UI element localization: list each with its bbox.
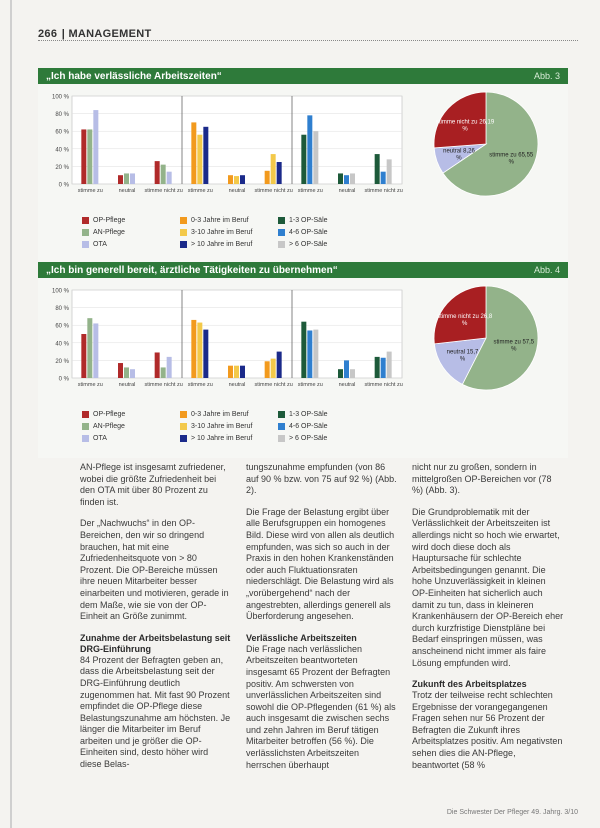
legend-item bbox=[278, 423, 328, 430]
bar bbox=[81, 334, 86, 378]
legend-swatch bbox=[278, 423, 285, 430]
bar bbox=[307, 330, 312, 378]
text-column-3 bbox=[412, 462, 564, 781]
bar bbox=[313, 330, 318, 378]
y-tick-label: 80 % bbox=[55, 112, 69, 119]
legend-swatch bbox=[180, 435, 187, 442]
bar bbox=[167, 357, 172, 378]
bar bbox=[87, 318, 92, 378]
bar bbox=[375, 154, 380, 184]
legend-label: > 10 Jahre im Beruf bbox=[191, 241, 253, 248]
legend-item bbox=[82, 241, 107, 248]
bar bbox=[338, 369, 343, 378]
bar bbox=[350, 173, 355, 184]
x-tick-label: stimme nicht zu bbox=[144, 382, 183, 388]
legend-item bbox=[278, 217, 328, 224]
bar-chart bbox=[38, 90, 408, 200]
bar bbox=[118, 363, 123, 378]
bar bbox=[387, 352, 392, 378]
bar bbox=[130, 173, 135, 184]
legend bbox=[82, 217, 382, 257]
legend-label: OTA bbox=[93, 435, 107, 442]
paragraph: Der „Nachwuchs“ in den OP-Bereichen, den wir so dringend brauchen, hat mit eine Zufriedenheitsquote von > 80 Prozent. Die OP-Bereiche müssen ihre neuen Mitarbeiter besser einarbeiten und motivieren, gerade in dem Maße, wie sie von der OP-Einheit an Größe zunimmt. bbox=[80, 518, 229, 622]
bar bbox=[344, 360, 349, 378]
bar bbox=[93, 323, 98, 378]
page-number: 266 bbox=[38, 28, 58, 40]
page-edge bbox=[10, 0, 12, 828]
header-separator: | bbox=[61, 28, 69, 40]
bar bbox=[381, 358, 386, 378]
y-tick-label: 100 % bbox=[51, 94, 69, 101]
pie-label: neutral 8,26 bbox=[443, 148, 475, 155]
legend-swatch bbox=[180, 411, 187, 418]
bar bbox=[271, 359, 276, 378]
bar bbox=[350, 369, 355, 378]
subheading: Zunahme der Arbeitsbelastung seit DRG-Einführung bbox=[80, 632, 231, 654]
y-tick-label: 0 % bbox=[58, 182, 69, 189]
bar bbox=[155, 352, 160, 378]
y-tick-label: 40 % bbox=[55, 341, 69, 348]
bar bbox=[277, 162, 282, 184]
figure-4 bbox=[38, 262, 568, 458]
bar-chart bbox=[38, 284, 408, 394]
paragraph: Trotz der teilweise recht schlechten Ergebnisse der vorangegangenen Fragen sehen nur 56 Prozent der Befragten die Zukunft ihres Arbeitsplatzes positiv. Am negativsten sehen dies die AN-Pflege, beantwortet (58 % bbox=[412, 690, 563, 770]
subheading: Zukunft des Arbeitsplatzes bbox=[412, 679, 527, 690]
figure-title-bar bbox=[38, 68, 568, 84]
bar bbox=[155, 161, 160, 184]
x-tick-label: stimme zu bbox=[187, 188, 213, 194]
legend-swatch bbox=[180, 423, 187, 430]
legend-label: OTA bbox=[93, 241, 107, 248]
legend-item bbox=[180, 217, 249, 224]
bar bbox=[167, 172, 172, 184]
bar bbox=[338, 173, 343, 184]
x-tick-label: neutral bbox=[228, 382, 246, 388]
legend-swatch bbox=[82, 435, 89, 442]
bar bbox=[301, 135, 306, 184]
x-tick-label: stimme nicht zu bbox=[364, 382, 403, 388]
legend-item bbox=[180, 241, 252, 248]
x-tick-label: stimme zu bbox=[297, 382, 323, 388]
bar bbox=[124, 367, 129, 378]
legend-label: > 10 Jahre im Beruf bbox=[191, 435, 253, 442]
legend-item bbox=[278, 411, 328, 418]
bar bbox=[234, 176, 239, 184]
pie-chart bbox=[416, 282, 556, 392]
legend-label: > 6 OP-Säle bbox=[289, 241, 328, 248]
pie-value: % bbox=[459, 356, 466, 363]
legend-label: 3-10 Jahre im Beruf bbox=[191, 423, 253, 430]
bar bbox=[240, 175, 245, 184]
y-tick-label: 20 % bbox=[55, 164, 69, 171]
bar bbox=[203, 330, 208, 378]
bar bbox=[124, 173, 129, 184]
legend-item bbox=[278, 241, 327, 248]
pie-value: % bbox=[511, 346, 517, 353]
x-tick-label: neutral bbox=[338, 188, 356, 194]
legend-item bbox=[82, 217, 125, 224]
bar bbox=[240, 366, 245, 378]
figure-title-bar bbox=[38, 262, 568, 278]
figure-number: Abb. 4 bbox=[533, 265, 560, 275]
legend-label: 4-6 OP-Säle bbox=[289, 423, 328, 430]
bar bbox=[265, 361, 270, 378]
paragraph: nicht nur zu großen, sondern in mittelgroßen OP-Bereichen vor (78 %) (Abb. 3). bbox=[412, 462, 552, 496]
legend-item bbox=[82, 435, 107, 442]
bar bbox=[203, 127, 208, 184]
legend-label: 1-3 OP-Säle bbox=[289, 411, 328, 418]
plot-area bbox=[72, 96, 402, 184]
legend-label: 4-6 OP-Säle bbox=[289, 229, 328, 236]
legend-item bbox=[180, 229, 252, 236]
bar bbox=[130, 369, 135, 378]
article-text bbox=[80, 462, 575, 822]
y-tick-label: 0 % bbox=[58, 376, 69, 383]
bar bbox=[313, 131, 318, 184]
y-tick-label: 80 % bbox=[55, 306, 69, 313]
section-title: MANAGEMENT bbox=[68, 28, 152, 40]
legend-item bbox=[180, 411, 249, 418]
legend bbox=[82, 411, 382, 451]
bar bbox=[387, 159, 392, 184]
legend-label: OP-Pflege bbox=[93, 217, 126, 224]
bar bbox=[191, 320, 196, 378]
bar bbox=[228, 366, 233, 378]
x-tick-label: stimme zu bbox=[297, 188, 323, 194]
x-tick-label: neutral bbox=[228, 188, 246, 194]
bar bbox=[301, 322, 306, 378]
legend-label: OP-Pflege bbox=[93, 411, 126, 418]
y-tick-label: 40 % bbox=[55, 147, 69, 154]
legend-swatch bbox=[82, 229, 89, 236]
x-tick-label: neutral bbox=[118, 188, 136, 194]
figure-3 bbox=[38, 68, 568, 264]
legend-label: 0-3 Jahre im Beruf bbox=[191, 217, 249, 224]
pie-value: % bbox=[508, 159, 514, 166]
pie-value: % bbox=[462, 126, 468, 133]
figure-body bbox=[38, 84, 568, 264]
paragraph: AN-Pflege ist insgesamt zufriedener, wobei die größte Zufriedenheit bei den OTA mit über 80 Prozent zu finden ist. bbox=[80, 462, 226, 507]
legend-label: AN-Pflege bbox=[93, 229, 125, 236]
legend-label: 3-10 Jahre im Beruf bbox=[191, 229, 253, 236]
pie-label: stimme zu 57,5 bbox=[493, 339, 535, 346]
bar bbox=[87, 129, 92, 184]
paragraph: 84 Prozent der Befragten geben an, dass die Arbeitsbelastung seit der DRG-Einführung deutlich zugenommen hat. Mit fast 90 Prozent empfindet die OP-Pflege diese Belastungszunahme am höchsten. Je länger die Mitarbeiter im Beruf arbeiten und je größer die OP-Einheiten sind, desto höher wird diese Belas- bbox=[80, 654, 231, 770]
legend-swatch bbox=[82, 411, 89, 418]
x-tick-label: stimme zu bbox=[187, 382, 213, 388]
bar bbox=[93, 110, 98, 184]
bar bbox=[375, 357, 380, 378]
legend-label: AN-Pflege bbox=[93, 423, 125, 430]
figure-body bbox=[38, 278, 568, 458]
text-column-2 bbox=[246, 462, 398, 781]
figure-title: „Ich habe verlässliche Arbeitszeiten“ bbox=[46, 70, 222, 82]
page-header bbox=[38, 24, 578, 44]
legend-item bbox=[180, 435, 252, 442]
legend-swatch bbox=[278, 217, 285, 224]
bar bbox=[277, 352, 282, 378]
pie-value: % bbox=[461, 320, 468, 327]
x-tick-label: stimme zu bbox=[77, 382, 103, 388]
paragraph: Die Grundproblematik mit der Verlässlichkeit der Arbeitszeiten ist allerdings nicht so hoch wie erwartet, wird doch diese doch als Hauptursache für schlechte Arbeitsbedingungen genannt. Die hohe Unzuverlässigkeit in kleinen OP-Einheiten hat sicherlich auch damit zu tun, dass in kleineren Krankenhäusern der OP-Bereich eher durch kurzfristige Dienstpläne bei Bedarf einspringen müssen, was anscheinend nicht immer als faire Lösung empfunden wird. bbox=[412, 506, 564, 668]
legend-swatch bbox=[82, 241, 89, 248]
x-tick-label: neutral bbox=[118, 382, 136, 388]
bar bbox=[197, 135, 202, 184]
legend-swatch bbox=[82, 423, 89, 430]
legend-item bbox=[82, 229, 125, 236]
bar bbox=[344, 175, 349, 184]
subheading: Verlässliche Arbeitszeiten bbox=[246, 632, 357, 643]
legend-swatch bbox=[278, 229, 285, 236]
bar bbox=[197, 323, 202, 378]
legend-swatch bbox=[278, 241, 285, 248]
x-tick-label: stimme nicht zu bbox=[254, 188, 293, 194]
legend-swatch bbox=[278, 435, 285, 442]
paragraph: Die Frage der Belastung ergibt über alle Berufsgruppen ein homogenes Bild. Diese wird von allen als deutlich empfunden, was sich so auch in der Praxis in den hohen Krankenständen oder auch Fluktuationsraten niederschlägt. Die Belastung wird als „vorübergehend“ nach der angestrebten, allerdings generell als Überforderung angesehen. bbox=[246, 506, 395, 622]
figure-number: Abb. 3 bbox=[533, 71, 560, 81]
pie-label: stimme nicht zu 26,19 bbox=[435, 119, 495, 126]
pie-chart bbox=[416, 88, 556, 198]
paragraph: tungszunahme empfunden (von 86 auf 90 % bzw. von 75 auf 92 %) (Abb. 2). bbox=[246, 462, 397, 496]
page-footer: Die Schwester Der Pfleger 49. Jahrg. 3/10 bbox=[446, 809, 578, 816]
legend-item bbox=[82, 423, 125, 430]
bar bbox=[81, 129, 86, 184]
legend-item bbox=[180, 423, 252, 430]
bar bbox=[118, 175, 123, 184]
x-tick-label: stimme zu bbox=[77, 188, 103, 194]
text-column-1 bbox=[80, 462, 232, 781]
header-rule bbox=[38, 40, 578, 41]
legend-swatch bbox=[180, 241, 187, 248]
pie-label: stimme nicht zu 26,8 bbox=[437, 313, 493, 320]
figure-title: „Ich bin generell bereit, ärztliche Tätigkeiten zu übernehmen“ bbox=[46, 264, 338, 276]
bar bbox=[271, 154, 276, 184]
bar bbox=[161, 165, 166, 184]
legend-item bbox=[278, 229, 328, 236]
pie-label: neutral 15,7 bbox=[446, 349, 479, 356]
x-tick-label: neutral bbox=[338, 382, 356, 388]
bar bbox=[228, 175, 233, 184]
bar bbox=[234, 366, 239, 378]
pie-label: stimme zu 65,55 bbox=[489, 152, 534, 159]
legend-swatch bbox=[82, 217, 89, 224]
legend-label: > 6 OP-Säle bbox=[289, 435, 328, 442]
paragraph: Die Frage nach verlässlichen Arbeitszeiten beantworteten insgesamt 65 Prozent der Befragten positiv. Am schwersten von unverlässlichen Arbeitszeiten sind sowohl die OP-Pflegenden (61 %) als auch insgesamt die zwischen sechs und zehn Jahren im Beruf tätigen Mitarbeiter betroffen (56 %). Die verlässlichsten Arbeitszeiten herrschen überhaupt bbox=[246, 643, 396, 770]
y-tick-label: 100 % bbox=[51, 288, 69, 295]
bar bbox=[307, 115, 312, 184]
legend-label: 1-3 OP-Säle bbox=[289, 217, 328, 224]
legend-swatch bbox=[278, 411, 285, 418]
legend-swatch bbox=[180, 217, 187, 224]
y-tick-label: 60 % bbox=[55, 323, 69, 330]
y-tick-label: 20 % bbox=[55, 358, 69, 365]
bar bbox=[381, 172, 386, 184]
bar bbox=[191, 122, 196, 184]
x-tick-label: stimme nicht zu bbox=[144, 188, 183, 194]
legend-swatch bbox=[180, 229, 187, 236]
y-tick-label: 60 % bbox=[55, 129, 69, 136]
x-tick-label: stimme nicht zu bbox=[254, 382, 293, 388]
bar bbox=[161, 367, 166, 378]
x-tick-label: stimme nicht zu bbox=[364, 188, 403, 194]
legend-item bbox=[278, 435, 327, 442]
pie-value: % bbox=[456, 155, 462, 162]
legend-label: 0-3 Jahre im Beruf bbox=[191, 411, 249, 418]
bar bbox=[265, 171, 270, 184]
legend-item bbox=[82, 411, 125, 418]
